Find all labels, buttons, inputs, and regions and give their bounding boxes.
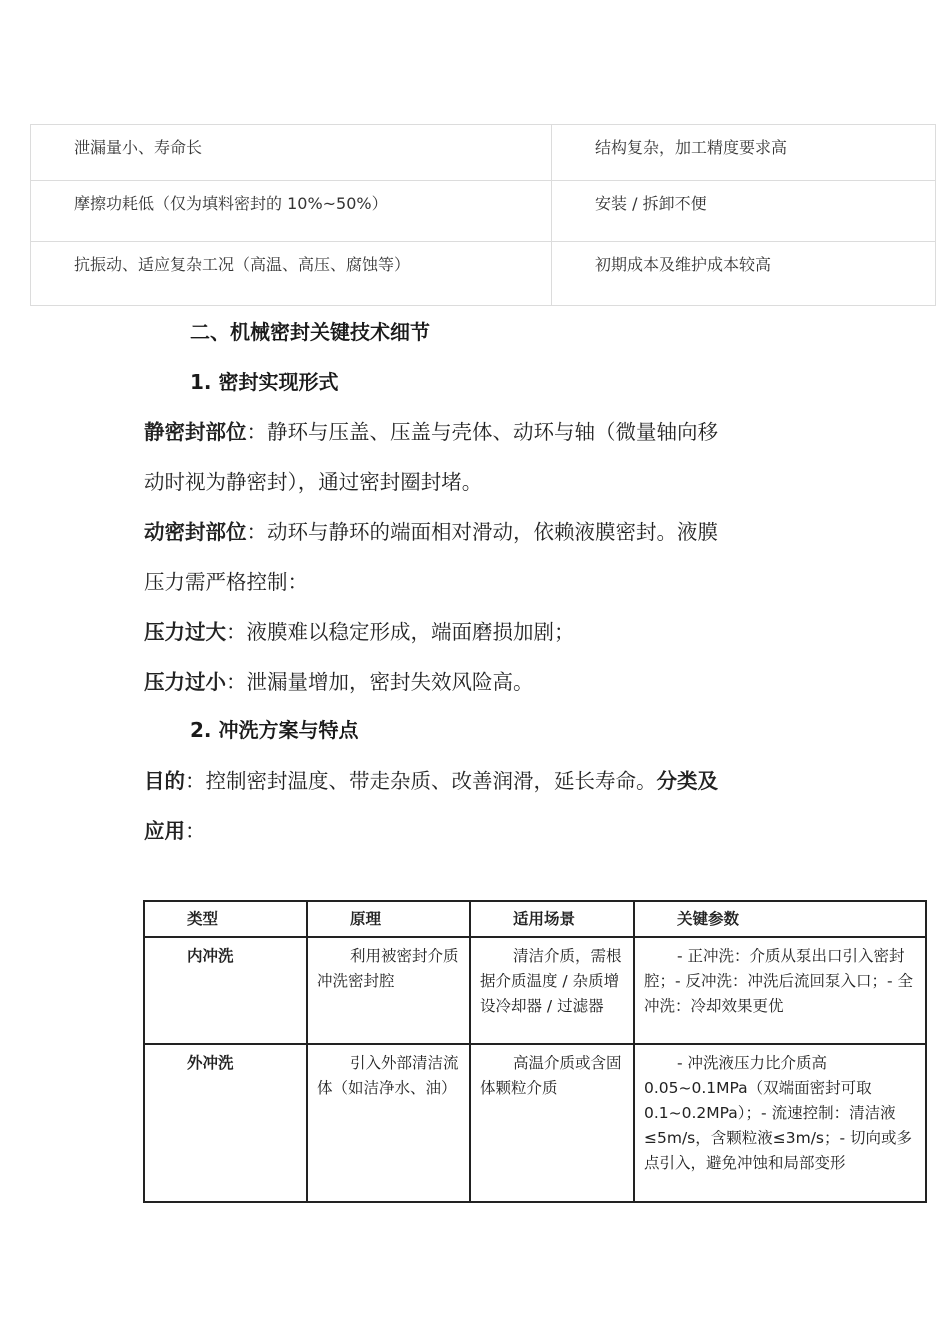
- subsection-heading: 2. 冲洗方案与特点: [190, 718, 359, 742]
- table-row: [31, 181, 936, 242]
- type-cell: 外冲洗: [144, 1044, 307, 1202]
- static-seal-text: ：静环与压盖、压盖与壳体、动环与轴（微量轴向移: [246, 420, 718, 444]
- scene-cell: 清洁介质，需根据介质温度 / 杂质增设冷却器 / 过滤器: [470, 937, 634, 1044]
- purpose-text: ：控制密封温度、带走杂质、改善润滑，延长寿命。: [185, 769, 657, 793]
- paragraph: [144, 415, 718, 445]
- pressure-low-label: 压力过小: [144, 670, 226, 694]
- params-cell: - 正冲洗：介质从泵出口引入密封腔；- 反冲洗：冲洗后流回泵入口；- 全冲洗：冷却效果更优: [634, 937, 926, 1044]
- table-row: [144, 937, 926, 1044]
- paragraph: [144, 814, 206, 844]
- advantage-cell: 摩擦功耗低（仅为填料密封的 10%~50%）: [31, 181, 552, 242]
- paragraph: [144, 665, 534, 695]
- advantage-cell: 泄漏量小、寿命长: [31, 125, 552, 181]
- header-principle: 原理: [307, 901, 470, 937]
- pressure-high-label: 压力过大: [144, 620, 226, 644]
- static-seal-label: 静密封部位: [144, 420, 247, 444]
- disadvantage-cell: 安装 / 拆卸不便: [552, 181, 936, 242]
- params-cell: - 冲洗液压力比介质高 0.05~0.1MPa（双端面密封可取 0.1~0.2MPa）；- 流速控制：清洁液≤5m/s，含颗粒液≤3m/s；- 切向或多点引入，避免冲蚀和局部变形: [634, 1044, 926, 1202]
- colon: ：: [185, 819, 206, 843]
- paragraph: [144, 515, 718, 545]
- disadvantage-cell: 初期成本及维护成本较高: [552, 242, 936, 306]
- table-row: [31, 125, 936, 181]
- table-header-row: [144, 901, 926, 937]
- type-cell: 内冲洗: [144, 937, 307, 1044]
- principle-cell: 利用被密封介质冲洗密封腔: [307, 937, 470, 1044]
- header-scene: 适用场景: [470, 901, 634, 937]
- classification-label: 应用: [144, 819, 185, 843]
- section-heading: 二、机械密封关键技术细节: [190, 320, 430, 344]
- paragraph: 压力需严格控制：: [144, 570, 308, 594]
- header-type: 类型: [144, 901, 307, 937]
- dynamic-seal-label: 动密封部位: [144, 520, 247, 544]
- subsection-heading: 1. 密封实现形式: [190, 370, 339, 394]
- header-params: 关键参数: [634, 901, 926, 937]
- table-row: [31, 242, 936, 306]
- dynamic-seal-text: ：动环与静环的端面相对滑动，依赖液膜密封。液膜: [246, 520, 718, 544]
- scene-cell: 高温介质或含固体颗粒介质: [470, 1044, 634, 1202]
- advantage-cell: 抗振动、适应复杂工况（高温、高压、腐蚀等）: [31, 242, 552, 306]
- purpose-label: 目的: [144, 769, 185, 793]
- paragraph: [144, 615, 575, 645]
- paragraph: 动时视为静密封），通过密封圈封堵。: [144, 470, 483, 494]
- principle-cell: 引入外部清洁流体（如洁净水、油）: [307, 1044, 470, 1202]
- classification-label: 分类及: [656, 769, 718, 793]
- pressure-high-text: ：液膜难以稳定形成，端面磨损加剧；: [226, 620, 575, 644]
- table-row: [144, 1044, 926, 1202]
- pressure-low-text: ：泄漏量增加，密封失效风险高。: [226, 670, 534, 694]
- paragraph: [144, 764, 718, 794]
- disadvantage-cell: 结构复杂，加工精度要求高: [552, 125, 936, 181]
- flushing-table: [143, 900, 927, 1203]
- comparison-table: [30, 124, 936, 306]
